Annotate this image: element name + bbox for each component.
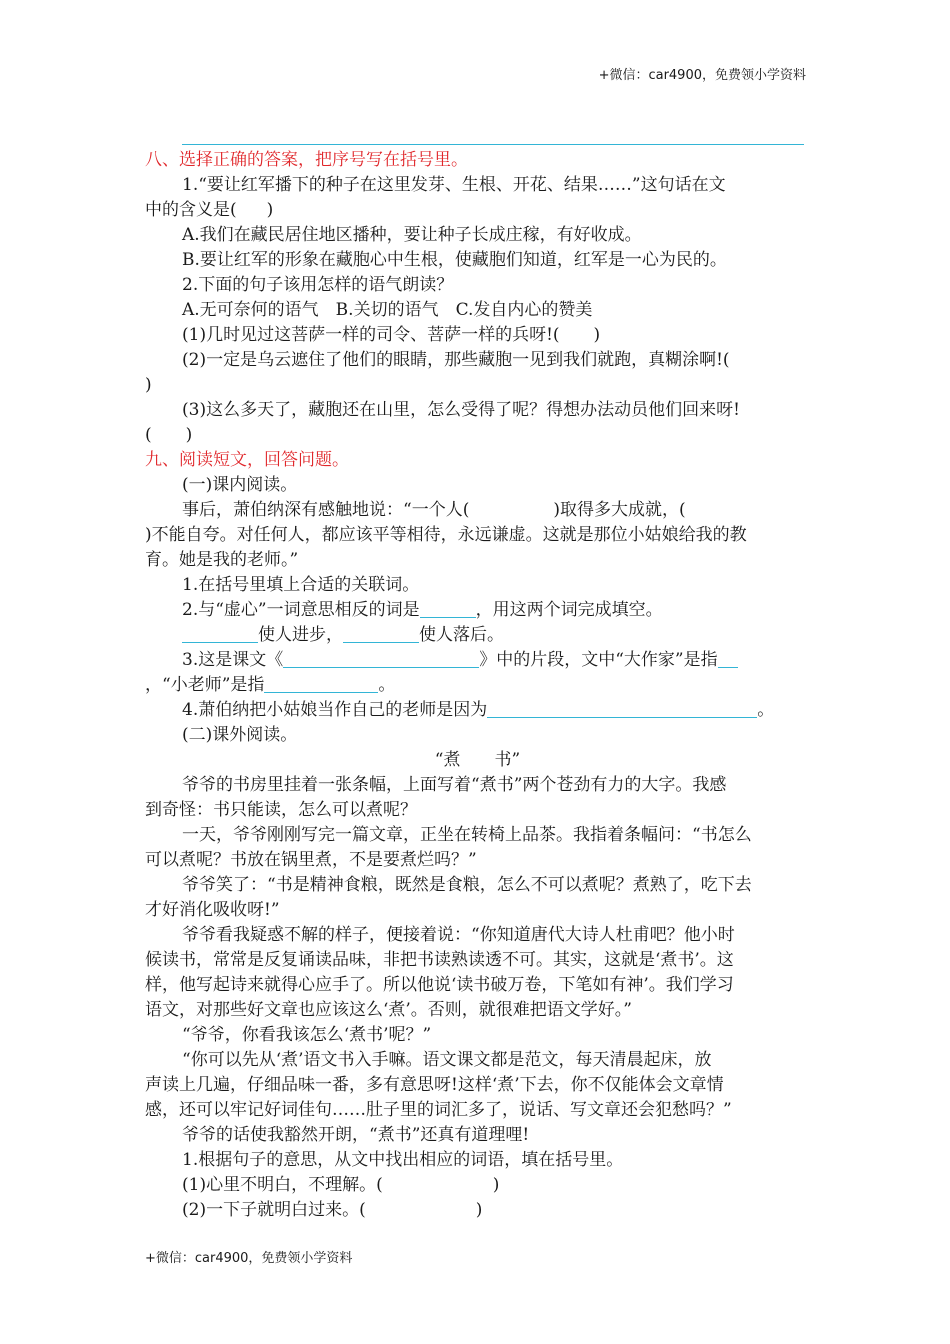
s9-sub2: (二)课外阅读。 — [182, 725, 298, 745]
s9-q1: 1.在括号里填上合适的关联词。 — [182, 575, 420, 595]
fill-blank[interactable] — [487, 699, 757, 718]
s8-q2-options: A.无可奈何的语气 B.关切的语气 C.发自内心的赞美 — [182, 300, 593, 320]
s8-q1-option-b: B.要让红军的形象在藏胞心中生根，使藏胞们知道，红军是一心为民的。 — [182, 250, 727, 270]
story-line: 候读书，常常是反复诵读品味，非把书读熟读透不可。其实，这就是‘煮书’。这 — [145, 950, 734, 970]
text: 》中的片段，文中“大作家”是指 — [479, 650, 718, 670]
section-8-title: 八、选择正确的答案，把序号写在括号里。 — [145, 150, 468, 170]
s9-q3-line2 — [145, 673, 810, 698]
text: 使人进步， — [258, 625, 343, 645]
text: 中的含义是( — [145, 200, 237, 220]
story-line: 感，还可以牢记好词佳句……肚子里的词汇多了，说话、写文章还会犯愁吗？” — [145, 1100, 732, 1120]
s9-q2 — [145, 598, 810, 623]
s8-q2-item3-end — [145, 423, 810, 448]
text: 。 — [757, 700, 775, 720]
text: ) — [185, 425, 193, 445]
fill-blank[interactable] — [343, 624, 419, 643]
story-line: 爷爷的书房里挂着一张条幅，上面写着“煮书”两个苍劲有力的大字。我感 — [182, 775, 727, 795]
text: 。 — [378, 675, 396, 695]
s9-passage-line3: 育。她是我的老师。” — [145, 550, 299, 570]
text: )取得多大成就，( — [553, 500, 686, 520]
story-line: 才好消化吸收呀!” — [145, 900, 280, 920]
s8-q1-line2 — [145, 198, 810, 223]
footer-note: +微信：car4900，免费领小学资料 — [145, 1251, 353, 1266]
text: ) — [266, 200, 274, 220]
fill-blank[interactable] — [182, 624, 258, 643]
text: 2.与“虚心”一词意思相反的词是 — [182, 600, 420, 620]
fill-blank[interactable] — [283, 649, 479, 668]
story-line: 一天，爷爷刚刚写完一篇文章，正坐在转椅上品茶。我指着条幅问：“书怎么 — [182, 825, 752, 845]
fill-blank[interactable] — [718, 649, 738, 668]
s9-b2 — [145, 1173, 810, 1198]
text: (2)一下子就明白过来。( — [182, 1200, 366, 1220]
s8-q2-item2-end: ) — [145, 375, 152, 395]
text: 事后，萧伯纳深有感触地说：“一个人( — [182, 500, 470, 520]
story-line: 可以煮呢？书放在锅里煮，不是要煮烂吗？” — [145, 850, 477, 870]
fill-blank[interactable] — [420, 599, 476, 618]
text: ，“小老师”是指 — [145, 675, 265, 695]
s9-b1: 1.根据句子的意思，从文中找出相应的词语，填在括号里。 — [182, 1150, 624, 1170]
header-note: +微信：car4900，免费领小学资料 — [598, 68, 806, 83]
text: ，用这两个词完成填空。 — [475, 600, 663, 620]
fill-blank[interactable] — [264, 674, 378, 693]
s8-q2-item2: (2)一定是乌云遮住了他们的眼睛，那些藏胞一见到我们就跑，真糊涂啊!( — [182, 350, 730, 370]
s8-q1-option-a: A.我们在藏民居住地区播种，要让种子长成庄稼，有好收成。 — [182, 225, 642, 245]
story-line: 声读上几遍，仔细品味一番，多有意思呀!这样‘煮’下去，你不仅能体会文章情 — [145, 1075, 724, 1095]
s9-q2-line2 — [145, 623, 810, 648]
s9-q3 — [145, 648, 810, 673]
text: ( — [145, 425, 152, 445]
story-line: “你可以先从‘煮’语文书入手嘛。语文课文都是范文，每天清晨起床，放 — [182, 1050, 712, 1070]
story-title: “煮 书” — [434, 750, 521, 770]
text: 4.萧伯纳把小姑娘当作自己的老师是因为 — [182, 700, 488, 720]
s8-q2: 2.下面的句子该用怎样的语气朗读？ — [182, 275, 454, 295]
text: ) — [593, 325, 601, 345]
text: (1)心里不明白，不理解。( — [182, 1175, 383, 1195]
section-9-title: 九、阅读短文，回答问题。 — [145, 450, 349, 470]
s9-passage-line1 — [145, 498, 810, 523]
story-line: 样，他写起诗来就得心应手了。所以他说‘读书破万卷，下笔如有神’。我们学习 — [145, 975, 734, 995]
story-line: 爷爷看我疑惑不解的样子，便接着说：“你知道唐代大诗人杜甫吧？他小时 — [182, 925, 735, 945]
text: 3.这是课文《 — [182, 650, 284, 670]
text: ) — [492, 1175, 500, 1195]
text: (1)几时见过这菩萨一样的司令、菩萨一样的兵呀!( — [182, 325, 560, 345]
text: ) — [475, 1200, 483, 1220]
s9-passage-line2: )不能自夸。对任何人，都应该平等相待，永远谦虚。这就是那位小姑娘给我的教 — [145, 525, 747, 545]
s8-q1-line1: 1.“要让红军播下的种子在这里发芽、生根、开花、结果……”这句话在文 — [182, 175, 726, 195]
s9-b3 — [145, 1198, 810, 1223]
s9-q4 — [145, 698, 810, 723]
story-line: 到奇怪：书只能读，怎么可以煮呢？ — [145, 800, 417, 820]
s8-q2-item1 — [145, 323, 810, 348]
story-line: 爷爷笑了：“书是精神食粮，既然是食粮，怎么不可以煮呢？煮熟了，吃下去 — [182, 875, 752, 895]
s8-q2-item3: (3)这么多天了，藏胞还在山里，怎么受得了呢？得想办法动员他们回来呀! — [182, 400, 740, 420]
story-line: 语文，对那些好文章也应该这么‘煮’。否则，就很难把语文学好。” — [145, 1000, 632, 1020]
s9-sub1: (一)课内阅读。 — [182, 475, 298, 495]
text: 使人落后。 — [419, 625, 504, 645]
story-line: 爷爷的话使我豁然开朗，“煮书”还真有道理哩! — [182, 1125, 530, 1145]
worksheet-body — [145, 148, 810, 1223]
story-line: “爷爷，你看我该怎么‘煮书’呢？” — [182, 1025, 432, 1045]
answer-line — [182, 144, 804, 145]
